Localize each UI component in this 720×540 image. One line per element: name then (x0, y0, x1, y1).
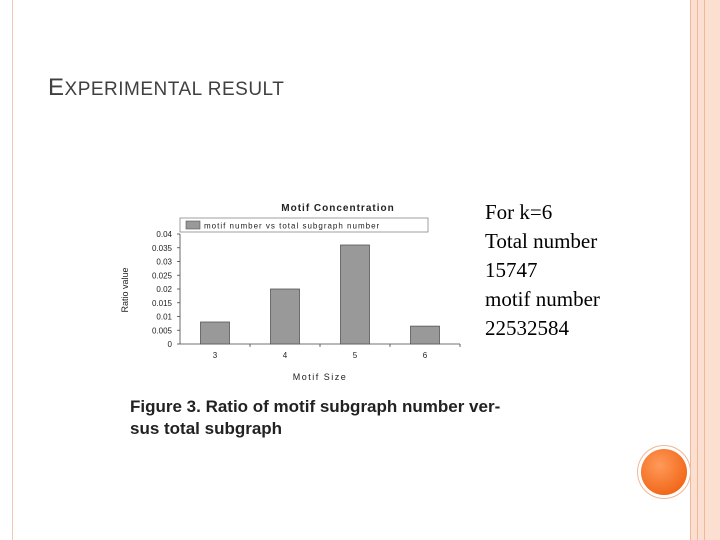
y-tick-label: 0.035 (151, 243, 172, 253)
left-frame-border (0, 0, 13, 540)
right-frame-band (690, 0, 720, 540)
chart-title: Motif Concentration (281, 203, 395, 214)
y-axis-label: Ratio value (120, 267, 130, 313)
side-line-k: For k=6 (485, 200, 553, 224)
y-tick-label: 0.005 (151, 326, 172, 336)
chart-figure (118, 190, 470, 384)
side-line-total-value: 15747 (485, 258, 538, 282)
x-tick-label: 4 (282, 351, 288, 360)
plot-area (152, 230, 460, 360)
decorative-orange-circle (641, 449, 687, 495)
slide-title (48, 74, 284, 102)
x-axis-label: Motif Size (292, 372, 348, 382)
side-line-motif-value: 22532584 (485, 316, 569, 340)
bar (201, 322, 230, 344)
figure-caption: Figure 3. Ratio of motif subgraph number ver- sus total subgraph (130, 397, 501, 438)
y-tick-label: 0 (167, 340, 172, 349)
y-tick-label: 0.015 (151, 298, 172, 308)
side-line-total-label: Total number (485, 229, 598, 253)
y-tick-label: 0.04 (156, 230, 172, 239)
bar (271, 289, 300, 344)
legend-label: motif number vs total subgraph number (204, 221, 381, 231)
bar (341, 245, 370, 344)
right-frame-line-inner (704, 0, 705, 540)
y-tick-label: 0.03 (156, 257, 172, 267)
side-text-block (485, 198, 600, 343)
chart-legend (180, 218, 428, 232)
x-tick-label: 6 (422, 351, 428, 360)
y-tick-label: 0.02 (156, 285, 172, 294)
bar (411, 326, 440, 344)
x-tick-label: 3 (212, 351, 218, 360)
side-line-motif-label: motif number (485, 287, 600, 311)
right-frame-line (697, 0, 698, 540)
legend-swatch (186, 221, 200, 229)
y-tick-label: 0.025 (151, 271, 172, 281)
slide-title-rest: XPERIMENTAL RESULT (64, 79, 285, 100)
slide-title-initial: E (48, 74, 65, 101)
y-tick-label: 0.01 (156, 312, 172, 322)
motif-concentration-chart (118, 190, 470, 384)
x-tick-label: 5 (352, 351, 358, 360)
